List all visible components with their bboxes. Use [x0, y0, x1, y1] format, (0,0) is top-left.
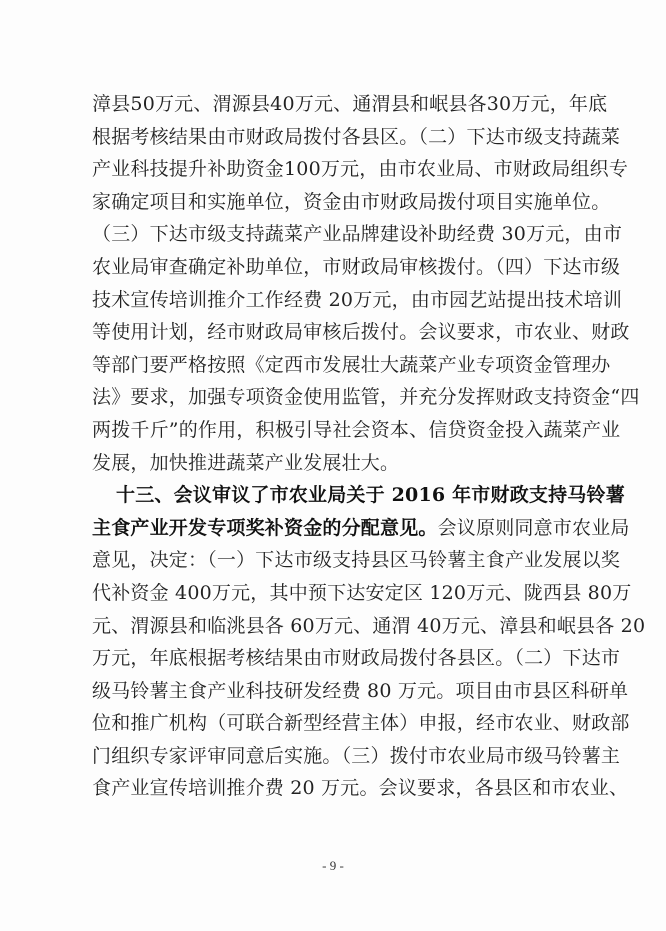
page-number: - 9 -: [322, 858, 344, 873]
text-line: 根据考核结果由市财政局拨付各县区。（二）下达市级支持蔬菜: [92, 125, 621, 148]
text-line: 家确定项目和实施单位，资金由市财政局拨付项目实施单位。: [92, 190, 611, 213]
item13-heading-bold: 主食产业开发专项奖补资金的分配意见。: [92, 516, 438, 539]
item13-heading-line-2: [92, 512, 630, 545]
text-line: 漳县50万元、渭源县40万元、通渭县和岷县各30万元，年底: [92, 93, 608, 115]
text-line: 位和推广机构（可联合新型经营主体）申报，经市农业、财政部: [92, 712, 630, 735]
text-line: 等使用计划，经市财政局审核后拨付。会议要求，市农业、财政: [92, 321, 630, 344]
text-line: 等部门要严格按照《定西市发展壮大蔬菜产业专项资金管理办: [92, 353, 611, 376]
text-line: 门组织专家评审同意后实施。（三）拨付市农业局市级马铃薯主: [92, 744, 621, 767]
text-line: 法》要求，加强专项资金使用监管，并充分发挥财政支持资金“四: [92, 386, 640, 409]
text-line: 代补资金 400万元，其中预下达安定区 120万元、陇西县 80万: [92, 581, 632, 604]
item13-heading-line: 十三、会议审议了市农业局关于 2016 年市财政支持马铃薯: [116, 484, 625, 507]
text-line: 两拨千斤”的作用，积极引导社会资本、信贷资金投入蔬菜产业: [92, 418, 621, 441]
text-line: 级马铃薯主食产业科技研发经费 80 万元。项目由市县区科研单: [92, 679, 629, 702]
text-line: 农业局审查确定补助单位，市财政局审核拨付。（四）下达市级: [92, 255, 621, 278]
document-body: [92, 88, 646, 805]
text-line: 意见，决定：（一）下达市级支持县区马铃薯主食产业发展以奖: [92, 549, 621, 572]
text-line: 技术宣传培训推介工作经费 20万元，由市园艺站提出技术培训: [92, 288, 623, 311]
text-line: 产业科技提升补助资金100万元，由市农业局、市财政局组织专: [92, 158, 629, 181]
text-line: （三）下达市级支持蔬菜产业品牌建设补助经费 30万元，由市: [92, 223, 623, 246]
text-line: 万元，年底根据考核结果由市财政局拨付各县区。（二）下达市: [92, 647, 621, 670]
text-line: 食产业宣传培训推介费 20 万元。会议要求，各县区和市农业、: [92, 777, 629, 800]
item13-heading-rest: 会议原则同意市农业局: [437, 516, 630, 539]
text-line: 发展，加快推进蔬菜产业发展壮大。: [92, 451, 400, 474]
text-line: 元、渭源县和临洮县各 60万元、通渭 40万元、漳县和岷县各 20: [92, 614, 646, 637]
